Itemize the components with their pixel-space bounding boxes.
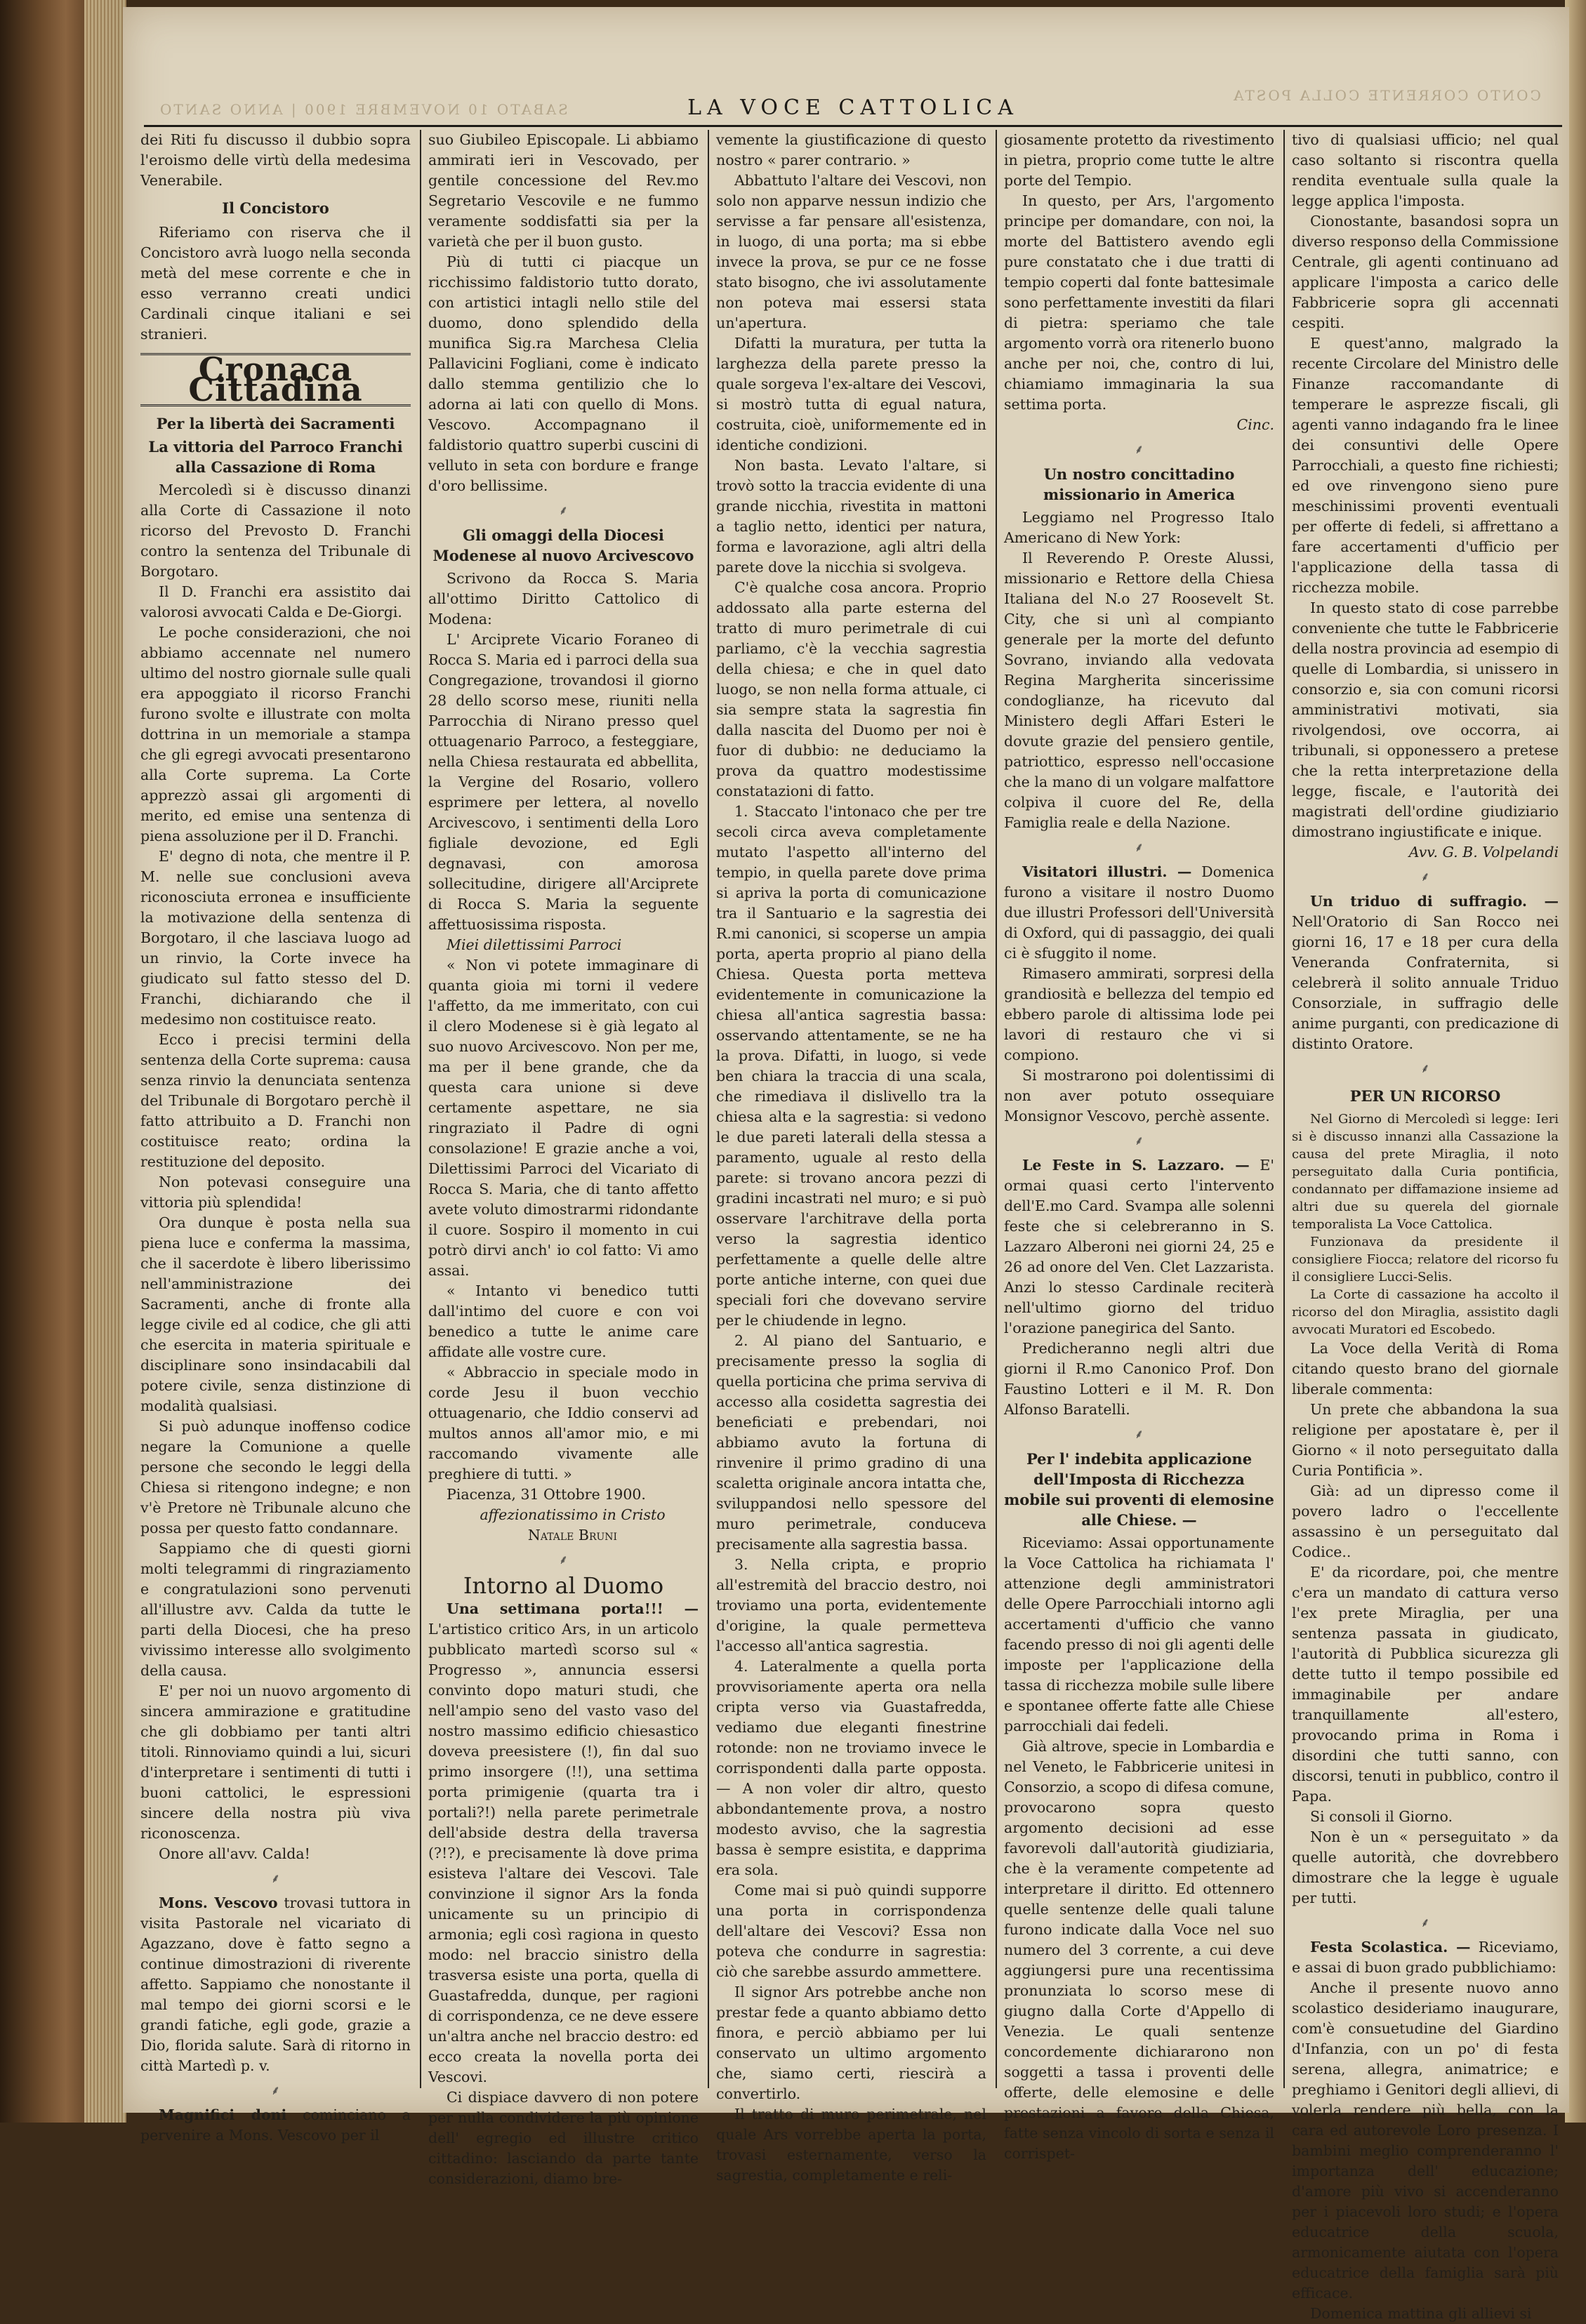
- paragraph: E' per noi un nuovo argomento di sincera ammirazione e gratitudine che gli dobbiamo per tanti altri titoli. Rinnoviamo quindi a lui, sicuri d'interpretare i sentimenti di tutti i buoni cattolici, le espressioni sincere della nostra più viva riconoscenza.: [140, 1682, 411, 1842]
- separator: ⸙: [1134, 442, 1144, 457]
- paragraph: Le poche considerazioni, che noi abbiamo accennate nel numero ultimo del nostro giornale sulle quali era appoggiato il ricorso Franchi furono svolte e illustrate con molta dottrina in un memoriale a stampa che gli egregi avvocati presentarono alla Corte suprema. La Corte apprezzò assai gli argomenti di merito, ed emise una sentenza di piena assoluzione per il D. Franchi.: [140, 624, 411, 844]
- paragraph: 4. Lateralmente a quella porta provvisoriamente aperta ora nella cripta verso via Guastafredda, vediamo due eleganti finestrine rotonde: non ne troviamo invece le corrispondenti dalla parte opposta. — A non voler dir altro, questo abbondantemente prova, a nostro modesto avviso, che la sagrestia bassa è sempre esistita, e dapprima era sola.: [716, 1658, 986, 1878]
- page-header: [144, 83, 1562, 127]
- paragraph: Il signor Ars potrebbe anche non prestar fede a quanto abbiamo detto finora, e perciò abbiamo per lui conservato un ultimo argomento che, siamo certi, riescirà a convertirlo.: [716, 1984, 986, 2102]
- paragraph: Un prete che abbandona la sua religione per apostatare è, per il Giorno « il noto perseguitato dalla Curia Pontificia ».: [1292, 1401, 1559, 1479]
- paragraph: Si può adunque inoffenso codice negare la Comunione a quelle persone che secondo le leggi della Chiesa si ritengono indegne; e non v'è Pretore nè Tribunale alcuno che possa per questo fatto condannare.: [140, 1418, 411, 1536]
- lead-triduo: Un triduo di suffragio. —: [1310, 893, 1559, 910]
- paragraph: Si mostrarono poi dolentissimi di non aver potuto ossequiare Monsignor Vescovo, perchè assente.: [1004, 1067, 1274, 1124]
- paragraph: Il Reverendo P. Oreste Alussi, missionario e Rettore della Chiesa Italiana del N.o 27 Roosevelt St. City, che si unì al compianto generale per la morte del defunto Sovrano, inviando alla vedovata Regina Margherita sincerissime condoglianze, ha ricevuto dal Ministero degli Affari Esteri le dovute grazie del pensiero gentile, patriottico, espresso nell'occasione che la mano di un volgare malfattore colpiva il cuore del Re, della Famiglia reale e della Nazione.: [1004, 550, 1274, 831]
- paragraph: 1. Staccato l'intonaco che per tre secoli circa aveva completamente mutato l'aspetto all'interno del tempio, in quella parete dove prima si apriva la porta di comunicazione tra il Santuario e la sagrestia dei R.mi canonici, si scoperse un ampia porta, aperta proprio al piano della Chiesa. Questa porta metteva evidentemente in comunicazione la chiesa all'antica sagrestia bassa: osservando attentamente, se ne ha la prova. Difatti, in luogo, si vede ben chiara la traccia di una scala, che rimediava il dislivello tra la chiesa alta e la sagrestia: si vedono le due pareti laterali della stessa a paramento, uguale al resto della parete: si trovano ancora pezzi di gradini incastrati nel muro; e si può osservare l'architrave della porta verso la sagrestia identico perfettamente a quelle delle altre porte antiche interne, con quei due speciali fori che dovevano servire per le chiudende in legno.: [716, 803, 986, 1329]
- paragraph: Ecco i precisi termini della sentenza della Corte suprema: causa senza rinvio la denunciata sentenza del Tribunale di Borgotaro perchè il fatto attribuito a D. Franchi non costituisce reato; ordina la restituzione del deposito.: [140, 1031, 411, 1170]
- paragraph: Onore all'avv. Calda!: [159, 1845, 310, 1862]
- heading-concistoro: Il Concistoro: [222, 199, 329, 217]
- heading-liberta: Per la libertà dei Sacramenti: [156, 415, 395, 432]
- paragraph: Difatti la muratura, per tutta la larghezza della parete presso la quale sorgeva l'ex-altare dei Vescovi, si mostrò tutta di egual natura, costruita, cioè, uniformemente ed in identiche condizioni.: [716, 335, 986, 453]
- paragraph: « Intanto vi benedico tutti dall'intimo del cuore e con voi benedico a tutte le anime care affidate alle vostre cure.: [428, 1282, 699, 1360]
- paragraph: Cionostante, basandosi sopra un diverso responso della Commissione Centrale, gli agenti continuano ad applicare l'imposta a carico delle Fabbricerie sopra gli accennati cespiti.: [1292, 213, 1559, 331]
- separator: ⸙: [1134, 840, 1144, 855]
- separator: ⸙: [270, 1871, 281, 1886]
- signature: Avv. G. B. Volpelandi: [1408, 844, 1559, 861]
- paragraph-text: Riceviamo, e assai di buon grado pubblichiamo:: [1292, 1939, 1559, 1976]
- lead-feste: Le Feste in S. Lazzaro. —: [1022, 1157, 1250, 1174]
- paragraph: Si consoli il Giorno.: [1310, 1808, 1453, 1825]
- paragraph: E' da ricordare, poi, che mentre c'era un mandato di cattura verso l'ex prete Miraglia, per una sentenza passata in giudicato, l'autorità di Pubblica sicurezza gli dette tutto il tempo possibile ed immaginabile per andare tranquillamente all'estero, provocando prima in Roma i disordini che tutti sanno, con discorsi, tenuti in pubblico, contro il Papa.: [1292, 1564, 1559, 1805]
- paragraph: Il D. Franchi era assistito dai valorosi avvocati Calda e De-Giorgi.: [140, 583, 411, 620]
- section-title: Cronaca Cittadina: [140, 353, 411, 406]
- paragraph-text: E' ormai quasi certo l'intervento dell'E.mo Card. Svampa alle solenni feste che si celebreranno in S. Lazzaro Alberoni nei giorni 24, 25 e 26 ad onore del Ven. Clet Lazzarista. Anzi lo stesso Cardinale reciterà nell'ultimo giorno del triduo l'orazione panegirica del Santo.: [1004, 1157, 1274, 1336]
- signature: Natale Bruni: [527, 1527, 618, 1543]
- paragraph-text: Nell'Oratorio di San Rocco nei giorni 16, 17 e 18 per cura della Veneranda Confraternita, si celebrerà il solito annuale Triduo Consorziale, in suffragio delle anime purganti, con predicazione di distinto Oratore.: [1292, 913, 1559, 1052]
- separator: ⸙: [1420, 870, 1430, 884]
- heading-duomo: Intorno al Duomo: [463, 1572, 664, 1599]
- paragraph: Già: ad un dipresso come il povero ladro o l'eccellente assassino è un perseguitato dal Codice..: [1292, 1482, 1559, 1560]
- lead-visitatori: Visitatori illustri. —: [1022, 863, 1192, 880]
- quoted-paragraph: Funzionava da presidente il consigliere Fiocca; relatore del ricorso fu il consigliere Lucci-Selis.: [1292, 1235, 1559, 1284]
- paragraph: Sappiamo che di questi giorni molti telegrammi di ringraziamento e congratulazioni sono pervenuti all'illustre avv. Calda da tutte le parti della Diocesi, che ha preso vivissimo interesse allo svolgimento della causa.: [140, 1540, 411, 1679]
- salutation: Miei dilettissimi Parroci: [447, 936, 622, 953]
- paragraph-settima-porta: [428, 1599, 699, 2087]
- paragraph: Ora dunque è posta nella sua piena luce e conferma la massima, che il sacerdote è libero liberissimo nell'amministrazione dei Sacramenti, anche di fronte alla legge civile ed al codice, che gli atti che esercita in materia spirituale e disciplinare sono insindacabili dal potere civile, senza distinzione di modalità qualsiasi.: [140, 1214, 411, 1414]
- column-4: [1004, 130, 1274, 2162]
- paragraph-text: L'artistico critico Ars, in un articolo pubblicato martedì scorso sul « Progresso », annuncia essersi convinto dopo maturi studi, che nell'ampio seno del vasto vaso del nostro massimo edificio chiesastico doveva preesistere (!), fin dal suo primo insorgere (!!), una settima porta primigenie (quarta tra i portali?!) nella parete perimetrale dell'abside destra della traversa (?!?), e precisamente là dove prima esisteva l'altare dei Vescovi. Tale convinzione il signor Ars la fonda unicamente su un principio di armonia; egli così ragiona in questo modo: nel braccio sinistro della trasversa esiste una porta, quella di Guastafredda, dunque, per ragioni di corrispondenza, ce ne deve essere un'altra anche nel braccio destro: ed ecco creata la novella porta dei Vescovi.: [428, 1621, 699, 2085]
- paragraph: Ci dispiace davvero di non potere per nulla condividere la più opinione dell' egregio ed illustre critico cittadino: lasciando da parte tante considerazioni, diamo bre-: [428, 2089, 699, 2187]
- heading-imposta: Per l' indebita applicazione dell'Imposta di Ricchezza mobile sui proventi di elemosine alle Chiese. —: [1004, 1450, 1274, 1529]
- column-rule: [996, 130, 997, 2088]
- paragraph: giosamente protetto da rivestimento in pietra, proprio come tutte le altre porte del Tempio.: [1004, 131, 1274, 189]
- paragraph: Riferiamo con riserva che il Concistoro avrà luogo nella seconda metà del mese corrente e che in esso verranno creati undici Cardinali cinque italiani e sei stranieri.: [140, 224, 411, 343]
- paragraph-text: trovasi tuttora in visita Pastorale nel vicariato di Agazzano, dove è fatto segno a continue dimostrazioni di riverente affetto. Sappiamo che nonostante il mal tempo dei giorni scorsi e le grandi fatiche, egli gode, grazie a Dio, florida salute. Sarà di ritorno in città Martedì p. v.: [140, 1894, 411, 2074]
- paragraph: Più di tutti ci piacque un ricchissimo faldistorio tutto dorato, con artistici intagli nello stile del duomo, dono splendido della munifica Sig.ra Marchesa Clelia Pallavicini Fogliani, come è indicato dallo stemma gentilizio che lo adorna ai lati con quello di Mons. Vescovo. Accompagnano il faldistorio quattro superbi cuscini di velluto in seta con bordure e frange d'oro bellissime.: [428, 253, 699, 494]
- heading-concittadino: Un nostro concittadino missionario in America: [1043, 465, 1235, 503]
- paragraph: tivo di qualsiasi ufficio; nel qual caso soltanto si riscontra quella rendita eventuale sulla quale la legge applica l'imposta.: [1292, 131, 1559, 209]
- lead-settima-porta: Una settimana porta!!! —: [447, 1600, 699, 1617]
- paragraph-text: cominciano a pervenire a Mons. Vescovo per il: [140, 2106, 411, 2144]
- paragraph: In questo stato di cose parrebbe conveniente che tutte le Fabbricerie della nostra provincia ad esempio di quelle di Lombardia, si unissero in consorzio e, sia con comuni ricorsi amministrativi motivati, sia rivolgendosi, ove occorra, ai tribunali, si opponessero a pretese che la retta interpretazione della legge, fiscale, e l'autorità dei magistrati dell'ordine giudiziario dimostrano ingiustificate e inique.: [1292, 599, 1559, 840]
- column-2: [428, 130, 699, 2187]
- separator: ⸙: [1420, 1061, 1430, 1076]
- bleed-through-text-right: CONTO CORRENTE COLLA POSTA: [1231, 87, 1541, 104]
- paragraph: 3. Nella cripta, e proprio all'estremità del braccio destro, noi troviamo una porta, evidentemente d'origine, la quale permetteva l'accesso all'antica sagrestia.: [716, 1556, 986, 1654]
- paragraph: Non potevasi conseguire una vittoria più splendida!: [140, 1174, 411, 1211]
- paragraph: L' Arciprete Vicario Foraneo di Rocca S. Maria ed i parroci della sua Congregazione, trovandosi il giorno 28 dello scorso mese, riuniti nella Parrocchia di Nirano presso quel ottuagenario Parroco, a festeggiare, nella Chiesa restaurata ed abbellita, la Vergine del Rosario, vollero esprimere per lettera, al novello Arcivescovo, i sentimenti della Loro figliale devozione, ed Egli degnavasi, con amorosa sollecitudine, dirigere all'Arciprete di Rocca S. Maria la seguente affettuosissima risposta.: [428, 631, 699, 933]
- separator: ⸙: [558, 1553, 569, 1567]
- paragraph-mons-vescovo: [140, 1893, 411, 2076]
- column-1: [140, 130, 411, 2144]
- paragraph: Predicheranno negli altri due giorni il R.mo Canonico Prof. Don Faustino Lotteri e il M. R. Don Alfonso Baratelli.: [1004, 1340, 1274, 1418]
- paragraph: Scrivono da Rocca S. Maria all'ottimo Diritto Cattolico di Modena:: [428, 570, 699, 628]
- page-edges: [84, 0, 126, 2123]
- column-5: [1292, 130, 1559, 2322]
- separator: ⸙: [1134, 1134, 1144, 1148]
- heading-vittoria: La vittoria del Parroco Franchi alla Cassazione di Roma: [148, 438, 403, 476]
- paragraph-triduo: [1292, 891, 1559, 1054]
- paragraph: Rimasero ammirati, sorpresi della grandiosità e bellezza del tempio ed ebbero parole di altissima lode pei lavori di restauro che vi si compiono.: [1004, 965, 1274, 1063]
- separator: ⸙: [1134, 1427, 1144, 1442]
- quoted-paragraph: Nel Giorno di Mercoledì si legge: Ieri si è discusso innanzi alla Cassazione la causa del prete Miraglia, il noto perseguitato dalla Curia pontificia, condannato per diffamazione insieme ad altri due su querela del giornale temporalista La Voce Cattolica.: [1292, 1112, 1559, 1232]
- dateline: Piacenza, 31 Ottobre 1900.: [447, 1486, 646, 1503]
- paragraph: vemente la giustificazione di questo nostro « parer contrario. »: [716, 131, 986, 168]
- lead-magnifici-doni: Magnifici doni: [159, 2106, 287, 2123]
- bleed-through-text-left: SABATO 10 NOVEMBRE 1900 | ANNO SANTO: [158, 101, 568, 118]
- paragraph: dei Riti fu discusso il dubbio sopra l'eroismo delle virtù della medesima Venerabile.: [140, 131, 411, 189]
- newspaper-page: [123, 7, 1569, 2322]
- paragraph: Mercoledì si è discusso dinanzi alla Corte di Cassazione il noto ricorso del Prevosto D. Franchi contro la sentenza del Tribunale di Borgotaro.: [140, 482, 411, 580]
- paragraph: Come mai si può quindi supporre una porta in corrispondenza dell'altare dei Vescovi? Essa non poteva che condurre in sagrestia: ciò che sarebbe assurdo ammettere.: [716, 1882, 986, 1980]
- paragraph-text: Domenica furono a visitare il nostro Duomo due illustri Professori dell'Università di Oxford, qui di passaggio, dei quali ci è sfuggito il nome.: [1004, 863, 1274, 962]
- paragraph: La Voce della Verità di Roma citando questo brano del giornale liberale commenta:: [1292, 1340, 1559, 1397]
- paragraph: E quest'anno, malgrado la recente Circolare del Ministro delle Finanze raccomandante di temperare le asprezze fiscali, gli agenti vanno indagando fra le linee dei consuntivi delle Opere Parrocchiali, a questo fine richiesti; ed ove rinvengono sieno pure meschinissimi proventi eventuali per offerte di fedeli, si affrettano a fare accertamenti d'ufficio per l'applicazione della tassa di ricchezza mobile.: [1292, 335, 1559, 596]
- separator: ⸙: [1420, 1915, 1430, 1930]
- paragraph: Riceviamo: Assai opportunamente la Voce Cattolica ha richiamata l' attenzione degli amministratori delle Opere Parrocchiali intorno agli accertamenti d'ufficio che vanno facendo presso di noi gli agenti delle imposte per l'applicazione della tassa di ricchezza mobile sulle libere e spontanee offerte fatte alle Chiese parrocchiali dai fedeli.: [1004, 1534, 1274, 1734]
- separator: ⸙: [270, 2083, 281, 2098]
- paragraph: Il tratto di muro perimetrale, nel quale Ars vorrebbe aperta la porta, trovasi esternamente, verso la sagrestia, completamente e reli-: [716, 2106, 986, 2184]
- closing: affezionatissimo in Cristo: [480, 1506, 666, 1523]
- column-rule: [708, 130, 709, 2088]
- paragraph: E' degno di nota, che mentre il P. M. nelle sue conclusioni aveva riconosciuta erronea e insufficiente la motivazione della sentenza di Borgotaro, il che lasciava luogo ad un rinvio, la Corte invece ha giudicato sul fatto stesso del D. Franchi, dichiarando che il medesimo non costituisce reato.: [140, 848, 411, 1028]
- paragraph: In questo, per Ars, l'argomento principe per domandare, con noi, la morte del Battistero avendo egli pure constatato che i due tratti di tempio coperti dal fonte battesimale sono perfettamente investiti da filari di pietra: speriamo che tale argomento vorrà ora ritenerlo buono anche per noi, che, contro di lui, chiamiamo immaginaria la sua settima porta.: [1004, 192, 1274, 413]
- paragraph: Non basta. Levato l'altare, si trovò sotto la traccia evidente di una grande nicchia, rivestita in mattoni a taglio netto, identici per natura, forma e lavorazione, agli altri della parete dove la nicchia si svolgeva.: [716, 457, 986, 576]
- paragraph: Anche il presente nuovo anno scolastico desideriamo inaugurare, com'è consuetudine del Giardino d'Infanzia, con un po' di festa serena, allegra, animatrice; e preghiamo i Genitori degli allievi, di volerla rendere più bella, con la cara ed autorevole Loro presenza. I bambini meglio comprenderanno l' importanza dell' educazione; d'amore più vivo si accenderanno per i piacevoli loro studi; e l'opera educatrice della scuola, armonicamente aiutata con l'opera educatrice della famiglia sarà più efficace.: [1292, 1979, 1559, 2302]
- heading-ricorso: PER UN RICORSO: [1349, 1087, 1501, 1105]
- column-rule: [1283, 130, 1285, 2088]
- column-3: [716, 130, 986, 2184]
- paragraph: « Abbraccio in speciale modo in corde Jesu il buon vecchio ottuagenario, che Iddio conservi ad multos annos all'amor mio, e mi raccomando vivamente alle preghiere di tutti. »: [428, 1364, 699, 1482]
- paragraph: 2. Al piano del Santuario, e precisamente presso la soglia di quella porticina che prima serviva di accesso alla cosidetta sagrestia dei beneficiati e prebendari, noi abbiamo avuto la fortuna di rinvenire il primo gradino di una scaletta originale ancora intatta che, sviluppandosi nello spessore del muro perimetrale, conduceva precisamente alla sagrestia bassa.: [716, 1332, 986, 1553]
- paragraph-feste: [1004, 1155, 1274, 1339]
- paragraph: Già altrove, specie in Lombardia e nel Veneto, le Fabbricerie unitesi in Consorzio, a scopo di difesa comune, provocarono sopra questo argomento decisioni ad esse favorevoli dall'autorità giudiziaria, che è la veramente competente ad interpretare il diritto. Ed ottennero quelle sentenze delle quali talune furono indicate dalla Voce nel suo numero del 3 corrente, a cui deve aggiungersi pure una recentissima pronunziata lo scorso mese di giugno dalla Corte d'Appello di Venezia. Le quali sentenze concordemente dichiararono non soggetti a tassa i proventi delle offerte, delle elemosine e delle prestazioni a favore della Chiesa, fatte senza vincolo di sorta e senza il corrispet-: [1004, 1738, 1274, 2162]
- columns: [140, 130, 1562, 2322]
- paragraph-festa: [1292, 1937, 1559, 1978]
- separator: ⸙: [558, 503, 569, 518]
- paragraph-visitatori: [1004, 862, 1274, 964]
- paragraph: Non è un « perseguitato » da quelle autorità, che dovrebbero dimostrare che la legge è uguale per tutti.: [1292, 1828, 1559, 1906]
- paragraph: Domenica mattina gli allievi si: [1310, 2305, 1532, 2322]
- paragraph-magnifici-doni: [140, 2105, 411, 2146]
- paragraph: Leggiamo nel Progresso Italo Americano di New York:: [1004, 509, 1274, 546]
- lead-mons-vescovo: Mons. Vescovo: [159, 1894, 278, 1911]
- paragraph: « Non vi potete immaginare di quanta gioia mi torni il vedere l'affetto, da me immeritato, con cui il clero Modenese si è già legato al suo nuovo Arcivescovo. Non per me, ma per il bene grande, che da questa cara unione si deve certamente aspettare, ne sia ringraziato il Padre di ogni consolazione! E grazie anche a voi, Dilettissimi Parroci del Vicariato di Rocca S. Maria, che di tanto affetto avete voluto dimostrarmi ridondante il cuore. Sospiro il momento in cui potrò dirvi anch' io col fatto: Vi amo assai.: [428, 957, 699, 1279]
- quoted-paragraph: La Corte di cassazione ha accolto il ricorso del don Miraglia, assistito dagli avvocati Muratori ed Escobedo.: [1292, 1287, 1559, 1337]
- paragraph: Abbattuto l'altare dei Vescovi, non solo non apparve nessun indizio che servisse a far pensare all'esistenza, in luogo, di una porta; ma si ebbe invece la prova, se pur ce ne fosse stato bisogno, che ivi assolutamente non poteva mai essersi stata un'apertura.: [716, 172, 986, 331]
- lead-festa: Festa Scolastica. —: [1310, 1939, 1471, 1956]
- heading-omaggi: Gli omaggi della Diocesi Modenese al nuovo Arcivescovo: [432, 526, 694, 564]
- column-rule: [420, 130, 421, 2088]
- paragraph: suo Giubileo Episcopale. Li abbiamo ammirati ieri in Vescovado, per gentile concessione del Rev.mo Segretario Vescovile e ne fummo veramente soddisfatti sia per la varietà che per il buon gusto.: [428, 131, 699, 250]
- signature: Cinc.: [1236, 416, 1274, 433]
- masthead: LA VOCE CATTOLICA: [687, 95, 1019, 120]
- paragraph: C'è qualche cosa ancora. Proprio addossato alla parte esterna del tratto di muro perimetrale di cui parliamo, c'è la vecchia sagrestia della chiesa; e che in quel dato luogo, se non nella forma attuale, ci sia sempre stata la sagrestia fin dalla nascita del Duomo per noi è fuor di dubbio: ne deduciamo la prova da quattro modestissime constatazioni di fatto.: [716, 579, 986, 799]
